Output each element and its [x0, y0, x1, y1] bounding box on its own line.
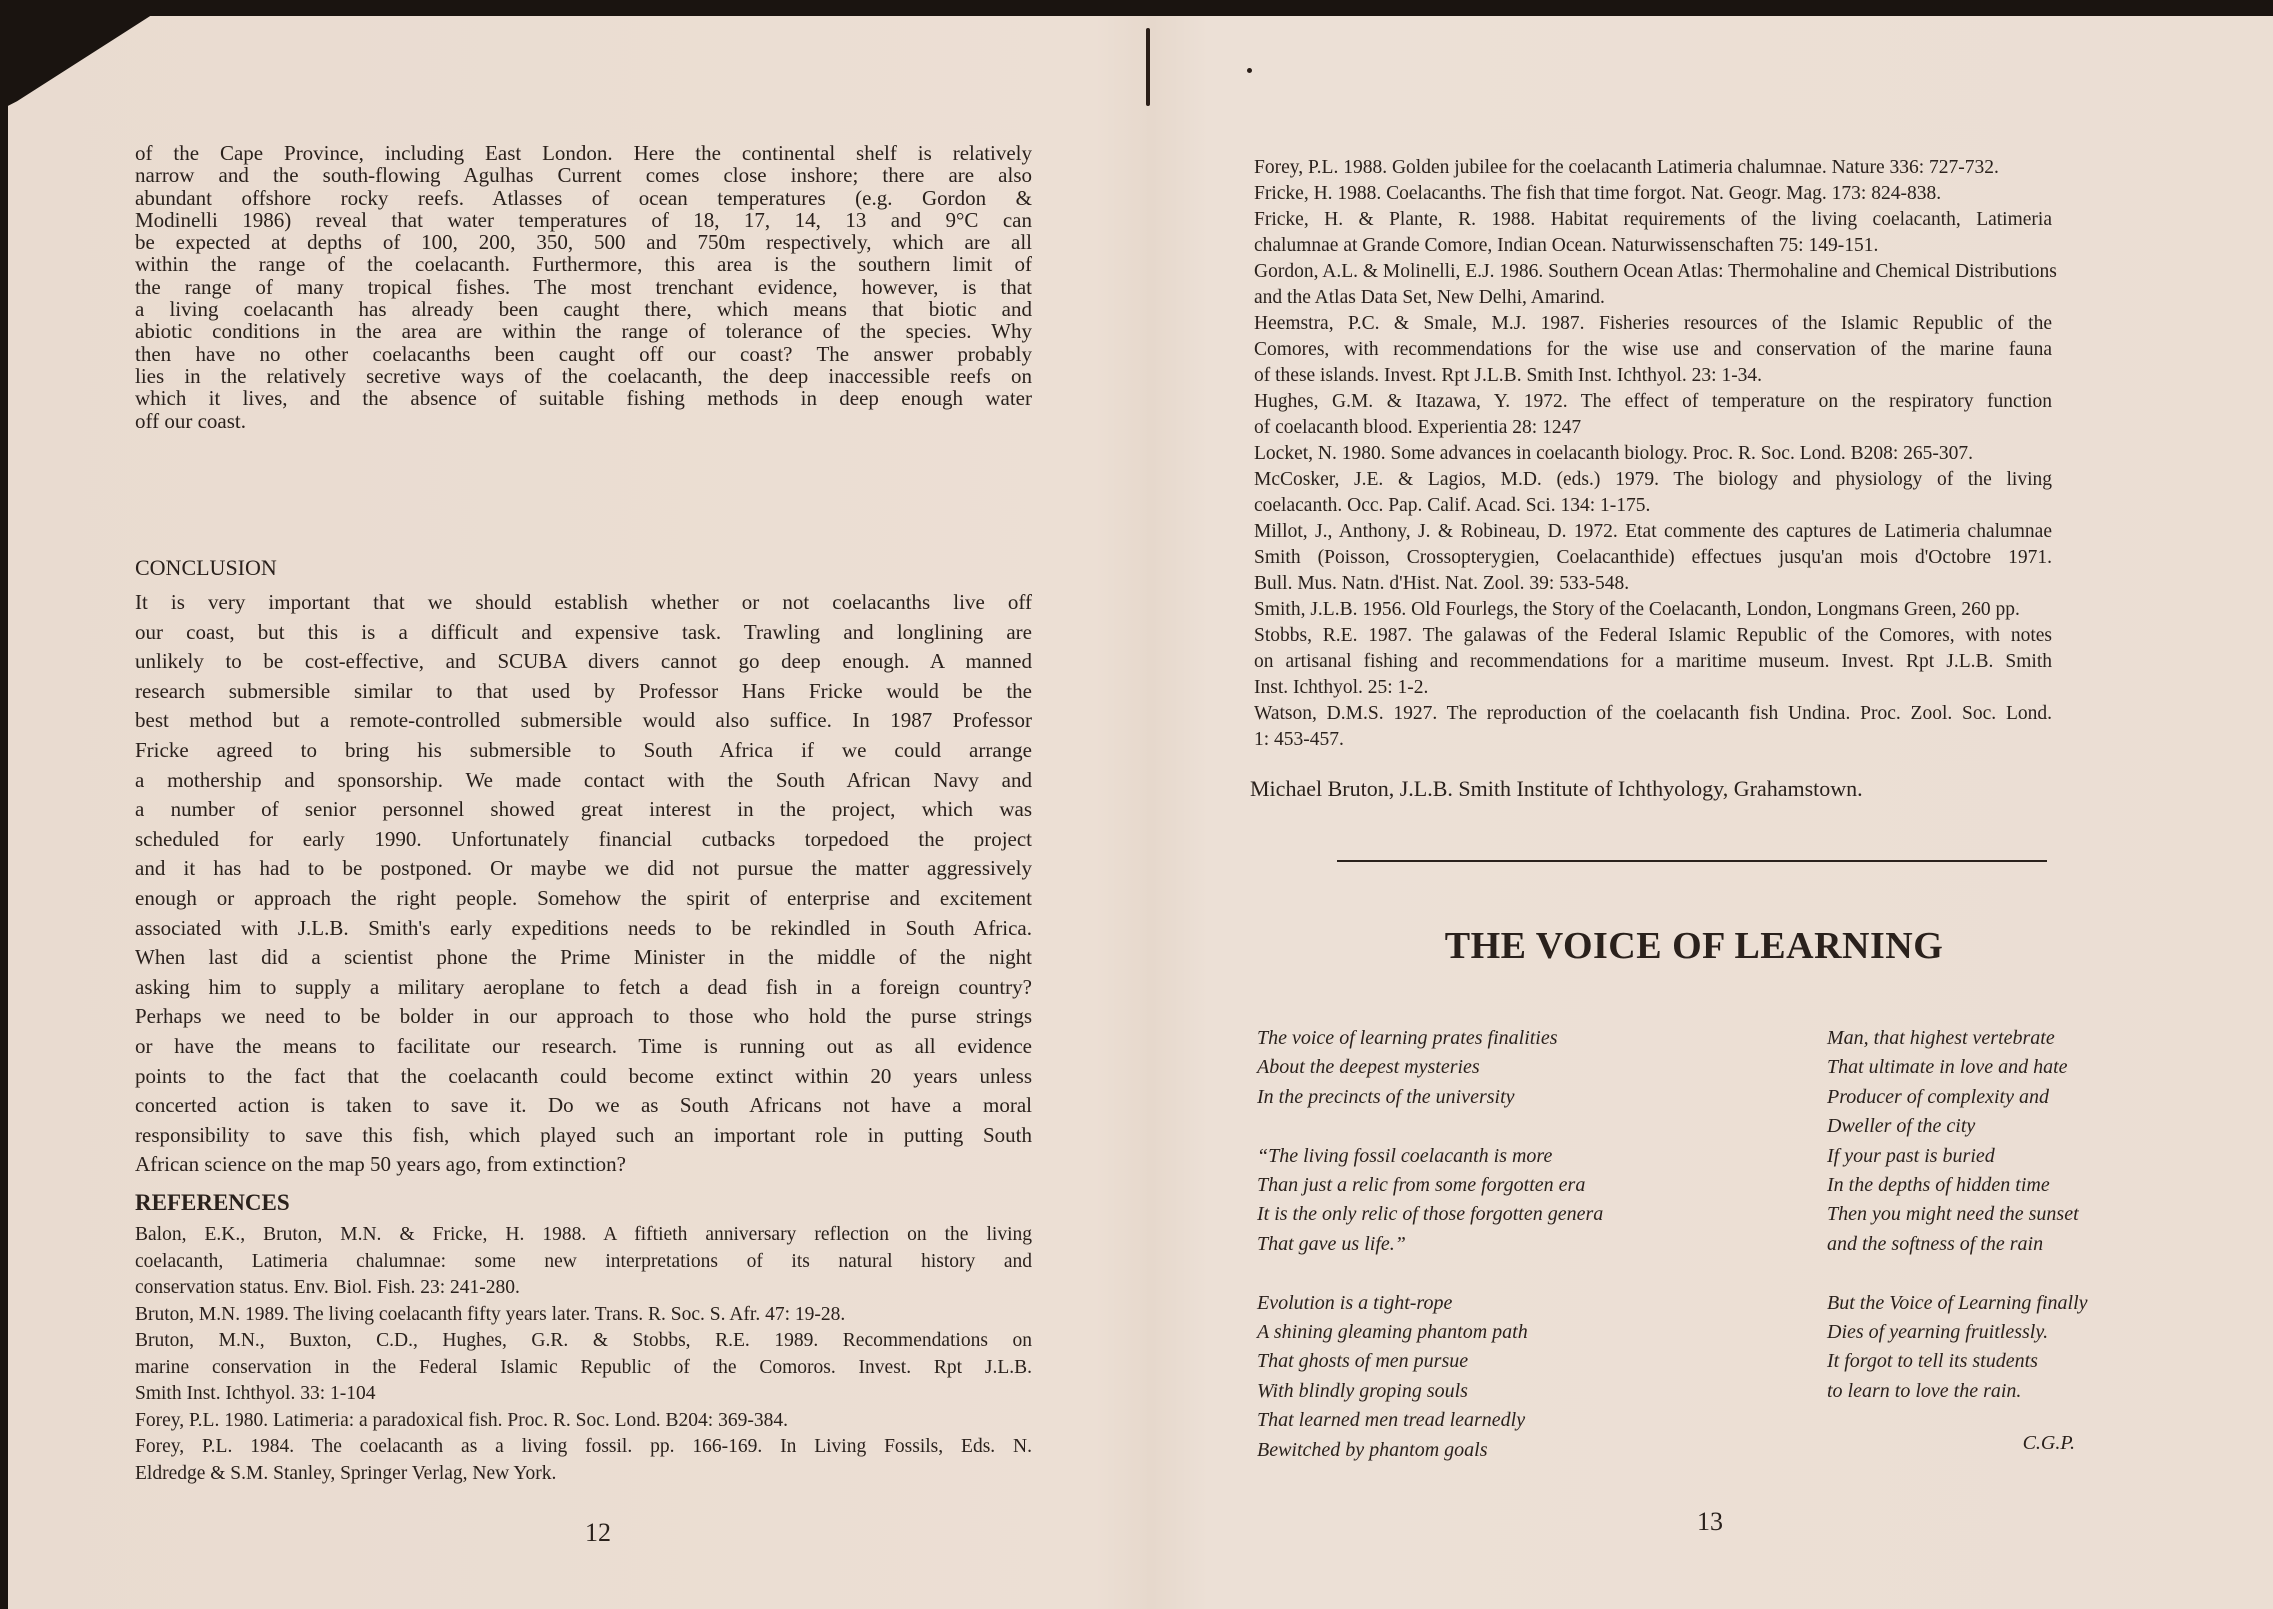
poem-line: In the precincts of the university	[1257, 1085, 1515, 1108]
text-line: abiotic conditions in the area are within the range of tolerance of the species. Why	[135, 319, 1032, 344]
reference-entry	[135, 1302, 1032, 1329]
text-line: It is very important that we should establish whether or not coelacanths live off	[135, 590, 1032, 614]
poem-line: That ultimate in love and hate	[1827, 1056, 2068, 1079]
reference-line: Bruton, M.N. 1989. The living coelacanth fifty years later. Trans. R. Soc. S. Afr. 47: 19-28.	[135, 1303, 846, 1325]
reference-line: Heemstra, P.C. & Smale, M.J. 1987. Fisheries resources of the Islamic Republic of the	[1254, 313, 2052, 334]
reference-line: Watson, D.M.S. 1927. The reproduction of the coelacanth fish Undina. Proc. Zool. Soc. Lond.	[1254, 703, 2052, 724]
poem-stanza	[1257, 1289, 1603, 1465]
poem-line: Producer of complexity and	[1827, 1085, 2049, 1108]
text-line: best method but a remote-controlled submersible would also suffice. In 1987 Professor	[135, 708, 1032, 733]
text-line: or have the means to facilitate our research. Time is running out as all evidence	[135, 1033, 1032, 1058]
poem-stanza	[1257, 1142, 1603, 1260]
poem-line: Than just a relic from some forgotten era	[1257, 1174, 1586, 1197]
poem-stanza	[1827, 1289, 2088, 1407]
poem-title: THE VOICE OF LEARNING	[1444, 925, 1944, 967]
text-line: of the Cape Province, including East London. Here the continental shelf is relatively	[135, 141, 1032, 165]
poem-line: That ghosts of men pursue	[1257, 1350, 1469, 1373]
reference-line: Millot, J., Anthony, J. & Robineau, D. 1972. Etat commente des captures de Latimeria chalumnae	[1254, 521, 2052, 542]
text-line: lies in the relatively secretive ways of the coelacanth, the deep inaccessible reefs on	[135, 363, 1032, 388]
text-line: Modinelli 1986) reveal that water temperatures of 18, 17, 14, 13 and 9°C can	[135, 207, 1032, 232]
text-line: a number of senior personnel showed great interest in the project, which was	[135, 797, 1032, 822]
reference-entry	[135, 1408, 1032, 1435]
reference-entry	[135, 1222, 1032, 1302]
reference-line: Smith, J.L.B. 1956. Old Fourlegs, the Story of the Coelacanth, London, Longmans Green, 260 pp.	[1254, 599, 2020, 620]
stanza-break	[1257, 1112, 1603, 1141]
poem-line: That gave us life.”	[1257, 1232, 1406, 1255]
text-line: associated with J.L.B. Smith's early expeditions needs to be rekindled in South Africa.	[135, 915, 1032, 940]
poem-line: About the deepest mysteries	[1257, 1056, 1480, 1079]
text-line: a living coelacanth has already been caught there, which means that biotic and	[135, 297, 1032, 322]
poem-line: and the softness of the rain	[1827, 1232, 2044, 1255]
reference-line: McCosker, J.E. & Lagios, M.D. (eds.) 1979. The biology and physiology of the living	[1254, 469, 2052, 490]
text-line: within the range of the coelacanth. Furthermore, this area is the southern limit of	[135, 252, 1032, 277]
author-affiliation: Michael Bruton, J.L.B. Smith Institute of Ichthyology, Grahamstown.	[1250, 776, 1863, 801]
poem-line: Evolution is a tight-rope	[1257, 1291, 1453, 1314]
reference-list	[135, 1222, 1032, 1487]
text-line: which it lives, and the absence of suitable fishing methods in deep enough water	[135, 386, 1032, 411]
text-line: off our coast.	[135, 408, 246, 433]
reference-line: conservation status. Env. Biol. Fish. 23: 241-280.	[135, 1277, 520, 1298]
poem-line: Dies of yearning fruitlessly.	[1827, 1321, 2049, 1344]
poem-stanza	[1257, 1024, 1603, 1112]
text-line: concerted action is taken to save it. Do we as South Africans not have a moral	[135, 1093, 1032, 1118]
reference-line: of these islands. Invest. Rpt J.L.B. Smith Inst. Ichthyol. 23: 1-34.	[1254, 365, 1763, 386]
text-line: narrow and the south-flowing Agulhas Current comes close inshore; there are also	[135, 163, 1032, 188]
speck	[1247, 68, 1252, 73]
reference-line: coelacanth, Latimeria chalumnae: some new interpretations of its natural history and	[135, 1250, 1032, 1272]
text-line: a mothership and sponsorship. We made contact with the South African Navy and	[135, 767, 1032, 792]
reference-entry	[1254, 389, 2052, 441]
reference-line: 1: 453-457.	[1254, 729, 1344, 750]
reference-line: Eldredge & S.M. Stanley, Springer Verlag, New York.	[135, 1462, 557, 1484]
reference-line: Locket, N. 1980. Some advances in coelacanth biology. Proc. R. Soc. Lond. B208: 265-307.	[1254, 443, 1974, 464]
reference-line: coelacanth. Occ. Pap. Calif. Acad. Sci. 134: 1-175.	[1254, 495, 1651, 516]
text-line: our coast, but this is a difficult and expensive task. Trawling and longlining are	[135, 619, 1032, 644]
text-line: Perhaps we need to be bolder in our approach to those who hold the purse strings	[135, 1004, 1032, 1029]
reference-entry	[1254, 259, 2057, 311]
text-line: be expected at depths of 100, 200, 350, 500 and 750m respectively, which are all	[135, 230, 1032, 255]
reference-entry	[1254, 155, 2052, 181]
poem-line: A shining gleaming phantom path	[1257, 1321, 1528, 1344]
poem-line: Man, that highest vertebrate	[1827, 1027, 2055, 1049]
poem-line: If your past is buried	[1827, 1144, 1995, 1167]
poem-line: It is the only relic of those forgotten genera	[1257, 1203, 1604, 1226]
reference-line: Forey, P.L. 1980. Latimeria: a paradoxical fish. Proc. R. Soc. Lond. B204: 369-384.	[135, 1409, 788, 1431]
text-line: the range of many tropical fishes. The most trenchant evidence, however, is that	[135, 274, 1032, 299]
section-divider	[1337, 860, 2047, 862]
text-line: asking him to supply a military aeroplane to fetch a dead fish in a foreign country?	[135, 974, 1032, 999]
poem-line: It forgot to tell its students	[1827, 1350, 2038, 1373]
text-line: responsibility to save this fish, which played such an important role in putting South	[135, 1122, 1032, 1147]
reference-line: Forey, P.L. 1988. Golden jubilee for the coelacanth Latimeria chalumnae. Nature 336: 727-732.	[1254, 157, 1999, 178]
reference-entry	[1254, 597, 2052, 623]
reference-line: Gordon, A.L. & Molinelli, E.J. 1986. Southern Ocean Atlas: Thermohaline and Chemical Distributions	[1254, 261, 2057, 282]
reference-entry	[1254, 701, 2052, 753]
reference-line: Balon, E.K., Bruton, M.N. & Fricke, H. 1988. A fiftieth anniversary reflection on the living	[135, 1224, 1032, 1245]
reference-line: marine conservation in the Federal Islamic Republic of the Comoros. Invest. Rpt J.L.B.	[135, 1356, 1032, 1378]
reference-line: Hughes, G.M. & Itazawa, Y. 1972. The effect of temperature on the respiratory function	[1254, 391, 2052, 412]
reference-entry	[1254, 467, 2052, 519]
reference-entry	[1254, 207, 2052, 259]
text-line: enough or approach the right people. Somehow the spirit of enterprise and excitement	[135, 885, 1032, 910]
text-line: points to the fact that the coelacanth could become extinct within 20 years unless	[135, 1063, 1032, 1088]
reference-entry	[135, 1328, 1032, 1408]
reference-line: Bull. Mus. Natn. d'Hist. Nat. Zool. 39: 533-548.	[1254, 573, 1630, 594]
poem-line: Then you might need the sunset	[1827, 1203, 2079, 1226]
reference-line: on artisanal fishing and recommendations for a maritime museum. Invest. Rpt J.L.B. Smith	[1254, 651, 2052, 672]
poem-line: The voice of learning prates finalities	[1257, 1027, 1558, 1049]
reference-entry	[1254, 441, 2052, 467]
reference-line: Fricke, H. & Plante, R. 1988. Habitat requirements of the living coelacanth, Latimeria	[1254, 209, 2052, 230]
text-line: then have no other coelacanths been caught off our coast? The answer probably	[135, 341, 1032, 366]
reference-line: of coelacanth blood. Experientia 28: 1247	[1254, 417, 1582, 438]
text-line: unlikely to be cost-effective, and SCUBA divers cannot go deep enough. A manned	[135, 649, 1032, 674]
page-number: 12	[585, 1518, 611, 1547]
poem-line: to learn to love the rain.	[1827, 1379, 2022, 1402]
reference-line: chalumnae at Grande Comore, Indian Ocean. Naturwissenschaften 75: 149-151.	[1254, 235, 1879, 256]
poem-line: In the depths of hidden time	[1827, 1174, 2050, 1197]
section-heading-references: REFERENCES	[135, 1190, 290, 1215]
reference-line: Smith Inst. Ichthyol. 33: 1-104	[135, 1383, 376, 1404]
reference-line: Inst. Ichthyol. 25: 1-2.	[1254, 677, 1429, 698]
conclusion-paragraph	[135, 588, 1032, 1180]
body-paragraph	[135, 142, 1032, 432]
text-line: Fricke agreed to bring his submersible to South Africa if we could arrange	[135, 737, 1032, 762]
reference-line: Bruton, M.N., Buxton, C.D., Hughes, G.R. & Stobbs, R.E. 1989. Recommendations on	[135, 1330, 1032, 1351]
reference-list-continued	[1254, 155, 2057, 753]
poem-stanza	[1827, 1024, 2088, 1259]
reference-entry	[1254, 623, 2052, 701]
poem-line: That learned men tread learnedly	[1257, 1409, 1526, 1432]
reference-line: Smith (Poisson, Crossopterygien, Coelacanthide) effectues jusqu'an mois d'Octobre 1971.	[1254, 547, 2052, 568]
poem-line: Bewitched by phantom goals	[1257, 1438, 1488, 1461]
reference-line: Stobbs, R.E. 1987. The galawas of the Federal Islamic Republic of the Comores, with notes	[1254, 625, 2052, 646]
text-line: abundant offshore rocky reefs. Atlasses of ocean temperatures (e.g. Gordon &	[135, 185, 1032, 210]
poem-line: Dweller of the city	[1827, 1115, 1976, 1138]
stanza-break	[1257, 1259, 1603, 1288]
reference-entry	[135, 1434, 1032, 1487]
section-heading-conclusion: CONCLUSION	[135, 555, 277, 580]
text-line: African science on the map 50 years ago, from extinction?	[135, 1152, 626, 1177]
poem-signature: C.G.P.	[2022, 1432, 2075, 1454]
reference-entry	[1254, 519, 2052, 597]
binding-mark	[1146, 28, 1150, 106]
text-line: and it has had to be postponed. Or maybe we did not pursue the matter aggressively	[135, 856, 1032, 881]
poem-line: With blindly groping souls	[1257, 1379, 1468, 1402]
reference-line: Forey, P.L. 1984. The coelacanth as a living fossil. pp. 166-169. In Living Fossils, Eds. N.	[135, 1436, 1032, 1457]
poem-line: But the Voice of Learning finally	[1827, 1291, 2088, 1314]
page-number: 13	[1697, 1507, 1723, 1536]
poem-column-left	[1257, 1024, 1603, 1465]
poem-line: “The living fossil coelacanth is more	[1257, 1144, 1553, 1167]
text-line: scheduled for early 1990. Unfortunately financial cutbacks torpedoed the project	[135, 826, 1032, 851]
reference-line: Comores, with recommendations for the wise use and conservation of the marine fauna	[1254, 339, 2052, 360]
poem-column-right	[1827, 1024, 2088, 1406]
reference-line: Fricke, H. 1988. Coelacanths. The fish that time forgot. Nat. Geogr. Mag. 173: 824-838.	[1254, 183, 1942, 204]
text-line: research submersible similar to that used by Professor Hans Fricke would be the	[135, 678, 1032, 703]
text-line: When last did a scientist phone the Prime Minister in the middle of the night	[135, 945, 1032, 970]
stanza-break	[1827, 1259, 2088, 1288]
reference-entry	[1254, 311, 2052, 389]
reference-entry	[1254, 181, 2052, 207]
reference-line: and the Atlas Data Set, New Delhi, Amarind.	[1254, 287, 1605, 308]
